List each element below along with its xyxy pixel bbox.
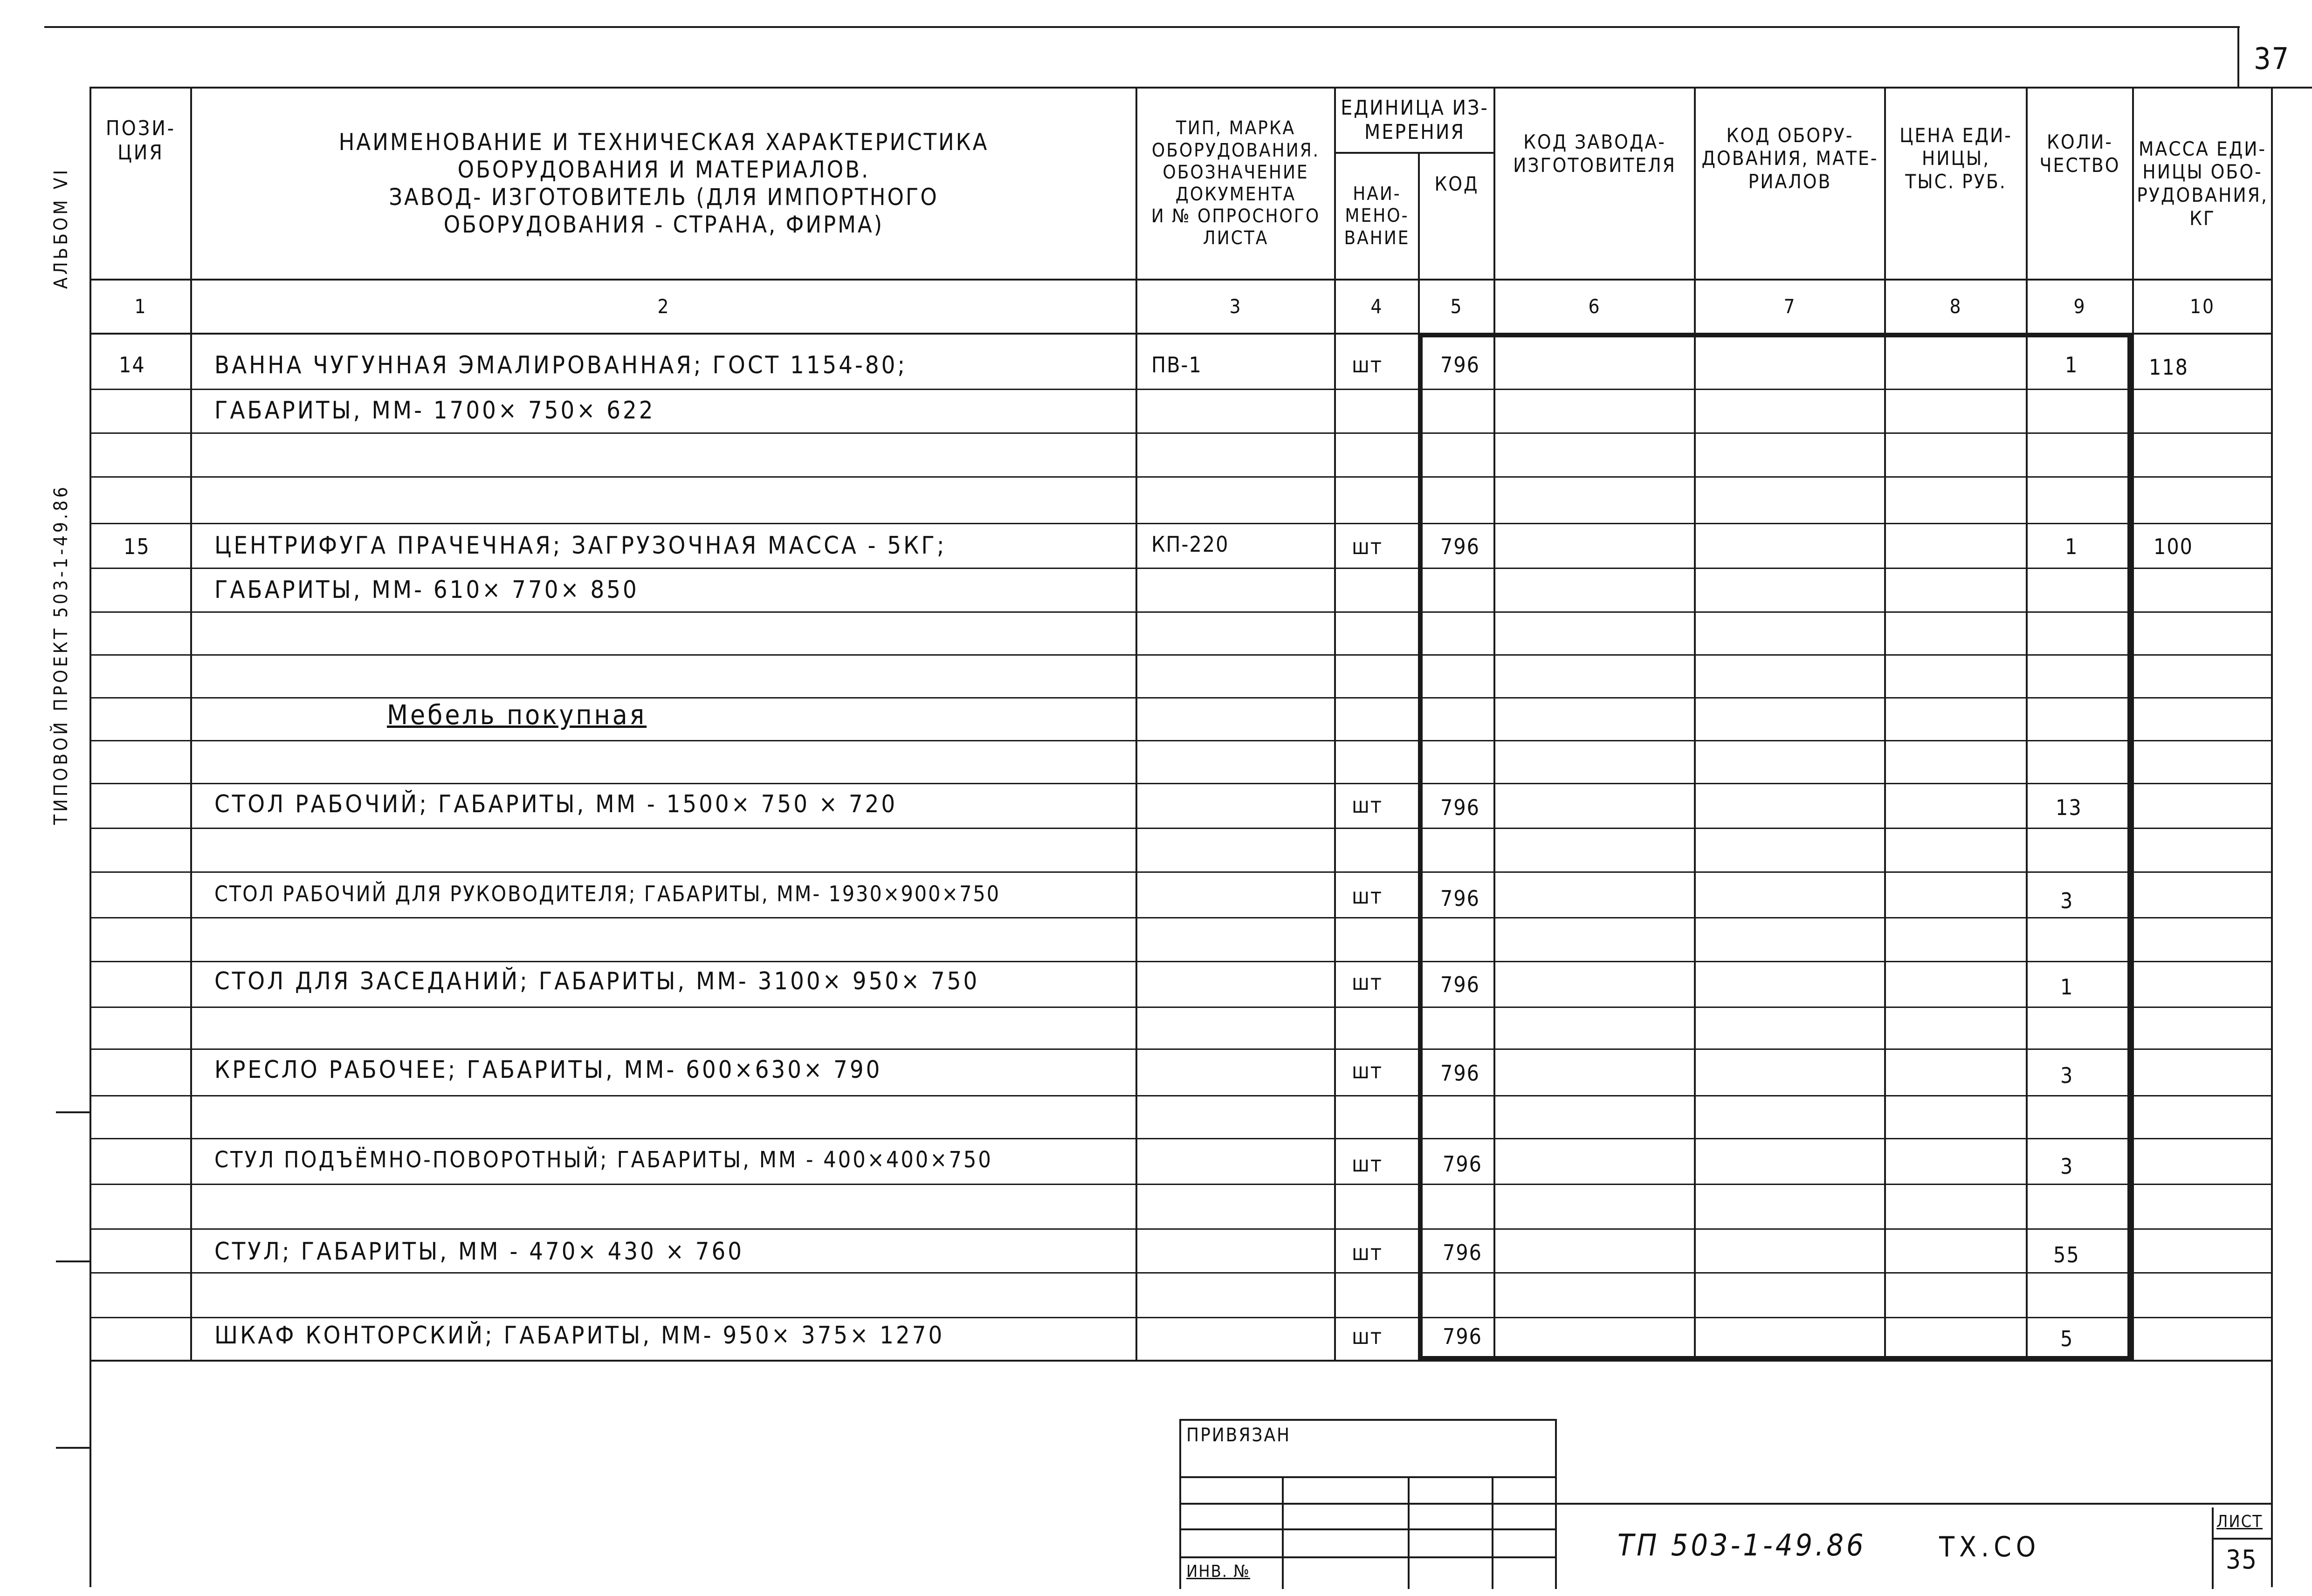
row-name: ГАБАРИТЫ, ММ- 1700× 750× 622 xyxy=(214,397,655,425)
row-unit: шт xyxy=(1352,352,1383,377)
header-unit-code: КОД xyxy=(1434,172,1479,195)
row-code: 796 xyxy=(1443,1151,1482,1177)
row-rule xyxy=(89,871,2273,873)
row-rule xyxy=(89,389,2273,390)
row-rule xyxy=(89,1184,2273,1185)
header-factory-code: КОД ЗАВОДА- ИЗГОТОВИТЕЛЯ xyxy=(1513,130,1676,177)
row-code: 796 xyxy=(1443,1240,1482,1265)
header-type: ТИП, МАРКА ОБОРУДОВАНИЯ. ОБОЗНАЧЕНИЕ ДОКУМЕНТА И № ОПРОСНОГО ЛИСТА xyxy=(1151,117,1321,249)
header-name: НАИМЕНОВАНИЕ И ТЕХНИЧЕСКАЯ ХАРАКТЕРИСТИКА ОБОРУДОВАНИЯ И МАТЕРИАЛОВ. ЗАВОД- ИЗГОТОВИТЕЛЬ (ДЛЯ ИМПОРТНОГО ОБОРУДОВАНИЯ - СТРАНА, ФИРМА) xyxy=(338,129,989,238)
row-name: СТОЛ РАБОЧИЙ ДЛЯ РУКОВОДИТЕЛЯ; ГАБАРИТЫ, ММ- 1930×900×750 xyxy=(214,881,1001,906)
row-rule xyxy=(89,1317,2273,1318)
row-position: 15 xyxy=(124,534,150,559)
row-unit: шт xyxy=(1352,884,1383,909)
row-quantity: 1 xyxy=(2065,352,2078,377)
stamp-privyazan: ПРИВЯЗАН xyxy=(1186,1425,1291,1446)
row-rule xyxy=(89,1138,2273,1139)
header-unit-price: ЦЕНА ЕДИ- НИЦЫ, ТЫС. РУБ. xyxy=(1899,123,2012,193)
row-rule xyxy=(89,476,2273,478)
row-unit: шт xyxy=(1352,1151,1383,1177)
header-equipment-code: КОД ОБОРУ- ДОВАНИЯ, МАТЕ- РИАЛОВ xyxy=(1701,123,1878,193)
row-rule xyxy=(89,432,2273,434)
row-rule xyxy=(89,1007,2273,1008)
stamp-inv-number: ИНВ. № xyxy=(1186,1562,1251,1581)
document-code: ТП 503-1-49.86 xyxy=(1617,1528,1866,1563)
col-number: 3 xyxy=(1229,295,1242,318)
row-code: 796 xyxy=(1440,534,1480,559)
row-unit: шт xyxy=(1352,970,1383,995)
row-mass: 118 xyxy=(2149,355,2188,380)
header-unit-group: ЕДИНИЦА ИЗ- МЕРЕНИЯ xyxy=(1341,96,1489,144)
sheet-number: 35 xyxy=(2226,1545,2258,1575)
header-unit-mass: МАССА ЕДИ- НИЦЫ ОБО- РУДОВАНИЯ, КГ xyxy=(2137,137,2268,230)
row-quantity: 13 xyxy=(2056,795,2082,820)
row-rule xyxy=(89,1048,2273,1050)
row-rule xyxy=(89,1228,2273,1230)
row-rule xyxy=(89,917,2273,918)
row-quantity: 5 xyxy=(2060,1326,2074,1351)
col-number: 2 xyxy=(657,295,670,318)
row-name: СТУЛ; ГАБАРИТЫ, ММ - 470× 430 × 760 xyxy=(214,1238,744,1266)
row-quantity: 3 xyxy=(2060,1154,2074,1179)
row-unit: шт xyxy=(1352,1324,1383,1349)
row-rule xyxy=(89,523,2273,524)
row-position: 14 xyxy=(119,352,145,377)
row-name: СТОЛ РАБОЧИЙ; ГАБАРИТЫ, ММ - 1500× 750 × 720 xyxy=(214,790,898,818)
side-label-album: АЛЬБОМ VI xyxy=(50,167,72,289)
row-name: ГАБАРИТЫ, ММ- 610× 770× 850 xyxy=(214,576,639,604)
row-rule xyxy=(89,611,2273,613)
page-number: 37 xyxy=(2254,42,2290,76)
col-number: 8 xyxy=(1949,295,1962,318)
row-name: СТОЛ ДЛЯ ЗАСЕДАНИЙ; ГАБАРИТЫ, ММ- 3100× 950× 750 xyxy=(214,967,980,995)
row-quantity: 3 xyxy=(2060,888,2074,913)
sheet-label: ЛИСТ xyxy=(2216,1512,2263,1531)
row-code: 796 xyxy=(1440,886,1480,911)
row-type: КП-220 xyxy=(1151,532,1229,557)
row-rule xyxy=(89,961,2273,962)
row-quantity: 3 xyxy=(2060,1063,2074,1088)
row-name: КРЕСЛО РАБОЧЕЕ; ГАБАРИТЫ, ММ- 600×630× 790 xyxy=(214,1056,882,1084)
col-number: 1 xyxy=(134,295,147,318)
row-name: ЦЕНТРИФУГА ПРАЧЕЧНАЯ; ЗАГРУЗОЧНАЯ МАССА - 5КГ; xyxy=(214,532,947,560)
row-name: ШКАФ КОНТОРСКИЙ; ГАБАРИТЫ, ММ- 950× 375× 1270 xyxy=(214,1322,945,1349)
row-code: 796 xyxy=(1440,972,1480,997)
col-number: 4 xyxy=(1370,295,1383,318)
side-label-project: ТИПОВОЙ ПРОЕКТ 503-1-49.86 xyxy=(50,484,72,825)
row-unit: шт xyxy=(1352,1240,1383,1265)
document-mark: ТХ.СО xyxy=(1939,1531,2041,1563)
row-name: СТУЛ ПОДЪЁМНО-ПОВОРОТНЫЙ; ГАБАРИТЫ, ММ - 400×400×750 xyxy=(214,1147,993,1173)
row-unit: шт xyxy=(1352,793,1383,818)
row-mass: 100 xyxy=(2154,534,2193,559)
row-code: 796 xyxy=(1440,1061,1480,1086)
row-quantity: 1 xyxy=(2065,534,2078,559)
row-rule xyxy=(89,1272,2273,1274)
row-rule xyxy=(89,654,2273,656)
row-rule xyxy=(89,568,2273,569)
row-code: 796 xyxy=(1443,1324,1482,1349)
row-unit: шт xyxy=(1352,1058,1383,1083)
row-code: 796 xyxy=(1440,352,1480,377)
row-rule xyxy=(89,740,2273,741)
row-unit: шт xyxy=(1352,534,1383,559)
col-number: 5 xyxy=(1450,295,1463,318)
row-type: ПВ-1 xyxy=(1151,352,1202,377)
col-number: 10 xyxy=(2189,295,2216,318)
row-rule xyxy=(89,783,2273,784)
row-code: 796 xyxy=(1440,795,1480,820)
col-number: 7 xyxy=(1783,295,1796,318)
row-rule xyxy=(89,697,2273,699)
col-number: 6 xyxy=(1588,295,1601,318)
header-position: ПОЗИ- ЦИЯ xyxy=(105,116,176,164)
row-rule xyxy=(89,828,2273,829)
section-title: Мебель покупная xyxy=(387,699,647,731)
header-quantity: КОЛИ- ЧЕСТВО xyxy=(2039,130,2120,177)
row-quantity: 55 xyxy=(2053,1242,2080,1267)
row-quantity: 1 xyxy=(2060,974,2074,1000)
header-unit-name: НАИ- МЕНО- ВАНИЕ xyxy=(1344,183,1410,249)
row-rule xyxy=(89,1095,2273,1096)
row-name: ВАННА ЧУГУННАЯ ЭМАЛИРОВАННАЯ; ГОСТ 1154-80; xyxy=(214,351,908,379)
col-number: 9 xyxy=(2073,295,2086,318)
